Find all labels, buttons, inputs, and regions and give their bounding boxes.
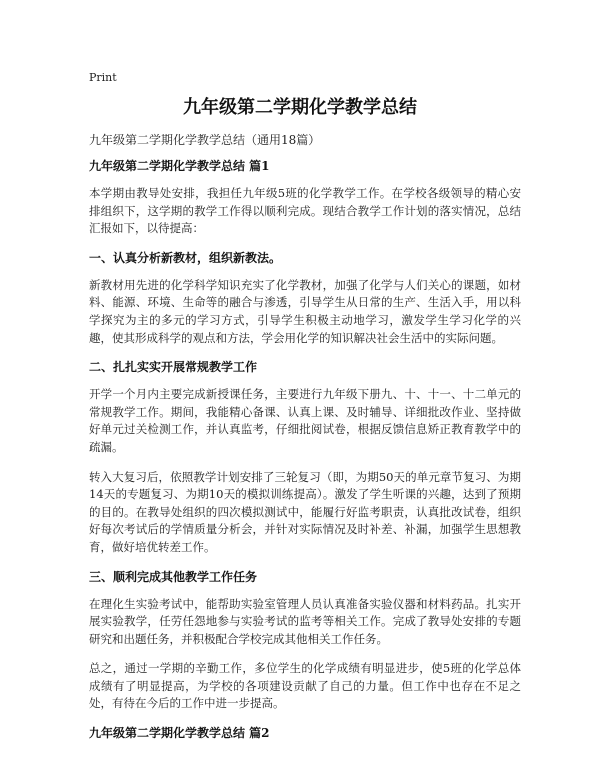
part2-heading: 九年级第二学期化学教学总结 篇2 [89,726,270,741]
intro-paragraph: 本学期由教导处安排，我担任九年级5班的化学教学工作。在学校各级领导的精心安排组织下，这学期的教学工作得以顺利完成。现结合教学工作计划的落实情况，总结汇报如下，以待提高： [89,186,521,236]
section3-paragraph-2: 总之，通过一学期的辛勤工作，多位学生的化学成绩有明显进步，使5班的化学总体成绩有了明显提高，为学校的各项建设贡献了自己的力量。但工作中也存在不足之处，有待在今后的工作中进一步提高。 [89,661,521,711]
article-body [89,158,521,752]
document-subtitle: 九年级第二学期化学教学总结（通用18篇） [89,133,321,147]
section1-paragraph-1: 新教材用先进的化学科学知识充实了化学教材，加强了化学与人们关心的课题，如材料、能源、环境、生命等的融合与渗透，引导学生从日常的生产、生活入手，用以科学探究为主的多元的学习方式，引导学生积极主动地学习，激发学生学习化学的兴趣，使其形成科学的观点和方法，学会用化学的知识解决社会生活中的实际问题。 [89,277,521,345]
page-title: 九年级第二学期化学教学总结 [183,97,417,118]
section3-paragraph-1: 在理化生实验考试中，能帮助实验室管理人员认真准备实验仪器和材料药品。扎实开展实验教学，任劳任怨地参与实验考试的监考等相关工作。完成了教导处安排的专题研究和出题任务，并积极配合学校完成其他相关工作任务。 [89,596,521,646]
section2-paragraph-1: 开学一个月内主要完成新授课任务，主要进行九年级下册九、十、十一、十二单元的常规教学工作。期间，我能精心备课、认真上课、及时辅导、详细批改作业、坚持做好单元过关检测工作，并认真监考，仔细批阅试卷，根据反馈信息矫正教育教学中的疏漏。 [89,387,521,454]
section3-heading: 三、顺利完成其他教学工作任务 [89,569,258,584]
section2-paragraph-2: 转入大复习后，依照教学计划安排了三轮复习（即，为期50天的单元章节复习、为期14天的专题复习、为期10天的模拟训练提高）。激发了学生听课的兴趣，达到了预期的目的。在教导处组织的四次模拟测试中，能履行好监考职责，认真批改试卷，组织好每次考试后的学情质量分析会，并针对实际情况及时补差、补漏，加强学生思想教育，做好培优转差工作。 [89,469,521,554]
part1-heading: 九年级第二学期化学教学总结 篇1 [89,159,270,173]
section1-heading: 一、认真分析新教材，组织新教法。 [89,250,282,265]
section2-heading: 二、扎扎实实开展常规教学工作 [89,360,258,375]
print-label[interactable]: Print [89,71,117,84]
